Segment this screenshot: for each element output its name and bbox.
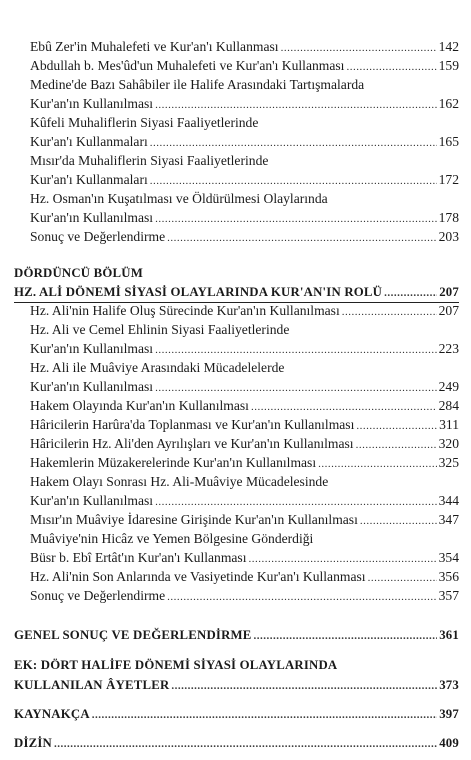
toc-entry-page: 159 (438, 58, 459, 73)
toc-entry-page: 165 (438, 134, 459, 149)
toc-entry (30, 435, 459, 453)
toc-entry-page: 356 (438, 569, 459, 584)
toc-entry-title: Mısır'ın Muâviye İdaresine Girişinde Kur'an'ın Kullanılması (30, 512, 358, 527)
toc-entry-title: Hakem Olayı Sonrası Hz. Ali-Muâviye Mücadelesinde (30, 474, 329, 489)
dot-leader (254, 627, 438, 645)
toc-entry (30, 549, 459, 567)
toc-entry-page: 397 (439, 707, 459, 721)
toc-entry-title: Hz. Ali'nin Son Anlarında ve Vasiyetinde Kur'an'ı Kullanması (30, 569, 366, 584)
toc-entry (30, 171, 459, 189)
toc-entry-page: 162 (438, 96, 459, 111)
toc-entry (14, 283, 459, 301)
toc-entry-page: 344 (438, 493, 459, 508)
toc-entry-title: Hakemlerin Müzakerelerinde Kur'an'ın Kullanılması (30, 455, 317, 470)
toc-entry-page: 249 (438, 379, 459, 394)
dot-leader (167, 588, 436, 606)
toc-entry-title: Mısır'da Muhaliflerin Siyasi Faaliyetlerinde (30, 153, 269, 168)
toc-entry-title: KAYNAKÇA (14, 707, 90, 721)
toc-entry-title: Sonuç ve Değerlendirme (30, 588, 166, 603)
toc-entry-page: 347 (438, 512, 459, 527)
dot-leader (368, 569, 437, 587)
toc-entry-title: Kur'an'ın Kullanılması (30, 96, 154, 111)
dot-leader (249, 550, 437, 568)
dot-leader (318, 455, 436, 473)
toc-entry (30, 133, 459, 151)
toc-entry-page: 409 (439, 736, 459, 750)
dot-leader (360, 512, 437, 530)
toc-entry (30, 95, 459, 113)
dot-leader (54, 735, 437, 753)
toc-entry-title: Kur'an'ı Kullanmaları (30, 172, 148, 187)
toc-entry (30, 454, 459, 472)
toc-entry (30, 340, 459, 358)
toc-entry-title: Hz. Osman'ın Kuşatılması ve Öldürülmesi Olaylarında (30, 191, 328, 206)
toc-entry-title: DİZİN (14, 736, 52, 750)
toc-entry-title: Muâviye'nin Hicâz ve Yemen Bölgesine Gönderdiği (30, 531, 314, 546)
toc-entry-page: 354 (438, 550, 459, 565)
toc-entry (30, 568, 459, 586)
toc-entry-title: Kur'an'ın Kullanılması (30, 341, 154, 356)
toc-entry-page: 361 (439, 628, 459, 642)
dot-leader (171, 677, 437, 695)
toc-entry-page: 311 (439, 417, 459, 432)
toc-entry (30, 416, 459, 434)
dot-leader (251, 398, 437, 416)
toc-entry-title: Hz. Ali ile Muâviye Arasındaki Mücadelelerde (30, 360, 285, 375)
toc-entry (14, 264, 459, 282)
toc-entry (30, 190, 459, 208)
toc-entry-title: Ebû Zer'in Muhalefeti ve Kur'an'ı Kullanması (30, 39, 279, 54)
toc-entry-page: 325 (438, 455, 459, 470)
toc-entry-title: DÖRDÜNCÜ BÖLÜM (14, 266, 143, 280)
toc-entry (30, 228, 459, 246)
toc-entry (30, 321, 459, 339)
dot-leader (155, 341, 437, 359)
toc-entry-title: GENEL SONUÇ VE DEĞERLENDİRME (14, 628, 252, 642)
toc-entry-page: 284 (438, 398, 459, 413)
toc-entry-title: Hâricilerin Harûra'da Toplanması ve Kur'an'ın Kullanılması (30, 417, 355, 432)
dot-leader (356, 436, 437, 454)
toc-entry (30, 38, 459, 56)
toc-entry-title: Hakem Olayında Kur'an'ın Kullanılması (30, 398, 249, 413)
toc-entry (14, 656, 459, 674)
toc-entry-title: Abdullah b. Mes'ûd'un Muhalefeti ve Kur'an'ı Kullanması (30, 58, 345, 73)
toc-entry-page: 142 (438, 39, 459, 54)
dot-leader (155, 379, 437, 397)
toc-entry-title: KULLANILAN ÂYETLER (14, 678, 170, 692)
toc-entry-page: 207 (439, 285, 459, 299)
toc-entry (30, 114, 459, 132)
dot-leader (155, 210, 437, 228)
toc-entry (14, 626, 459, 644)
toc-entry (30, 397, 459, 415)
toc-entry (14, 734, 459, 752)
toc-entry-title: Hâricilerin Hz. Ali'den Ayrılışları ve Kur'an'ın Kullanılması (30, 436, 354, 451)
toc-entry-title: Kûfeli Muhaliflerin Siyasi Faaliyetlerinde (30, 115, 259, 130)
dot-leader (155, 96, 437, 114)
toc-entry-title: Sonuç ve Değerlendirme (30, 229, 166, 244)
toc-entry (30, 57, 459, 75)
dot-leader (155, 493, 437, 511)
toc-entry-page: 172 (438, 172, 459, 187)
toc-entry (30, 530, 459, 548)
toc-entry (30, 492, 459, 510)
toc-entry (14, 676, 459, 694)
toc-entry-title: Medine'de Bazı Sahâbiler ile Halife Arasındaki Tartışmalarda (30, 77, 365, 92)
toc-entry (30, 152, 459, 170)
toc-entry-page: 203 (438, 229, 459, 244)
toc-entry-title: Kur'an'ın Kullanılması (30, 210, 154, 225)
toc-entry-title: Hz. Ali'nin Halife Oluş Sürecinde Kur'an'ın Kullanılması (30, 303, 340, 318)
toc-entry (30, 359, 459, 377)
toc-entry-title: HZ. ALİ DÖNEMİ SİYASİ OLAYLARINDA KUR'AN'IN ROLÜ (14, 285, 383, 299)
toc-entry-page: 178 (438, 210, 459, 225)
dot-leader (356, 417, 437, 435)
toc-entry (30, 378, 459, 396)
toc-entry (30, 587, 459, 605)
dot-leader (342, 303, 437, 321)
toc-entry (30, 511, 459, 529)
toc-entry-page: 207 (438, 303, 459, 318)
toc-entry (30, 76, 459, 94)
toc-entry-title: Kur'an'ın Kullanılması (30, 493, 154, 508)
toc-entry-title: Büsr b. Ebî Ertât'ın Kur'an'ı Kullanması (30, 550, 247, 565)
dot-leader (384, 284, 437, 302)
toc-entry (30, 209, 459, 227)
dot-leader (150, 172, 437, 190)
toc-entry (14, 705, 459, 723)
toc-entry-page: 357 (438, 588, 459, 603)
dot-leader (281, 39, 437, 57)
toc-entry-title: Hz. Ali ve Cemel Ehlinin Siyasi Faaliyetlerinde (30, 322, 290, 337)
dot-leader (150, 134, 437, 152)
toc-entry (30, 302, 459, 320)
dot-leader (167, 229, 436, 247)
toc-entry-title: Kur'an'ın Kullanılması (30, 379, 154, 394)
toc-entry-page: 373 (439, 678, 459, 692)
dot-leader (346, 58, 436, 76)
dot-leader (92, 706, 437, 724)
toc-entry-title: EK: DÖRT HALİFE DÖNEMİ SİYASİ OLAYLARINDA (14, 658, 338, 672)
toc-entry-page: 223 (438, 341, 459, 356)
toc-entry-page: 320 (438, 436, 459, 451)
toc-entry-title: Kur'an'ı Kullanmaları (30, 134, 148, 149)
toc-entry (30, 473, 459, 491)
